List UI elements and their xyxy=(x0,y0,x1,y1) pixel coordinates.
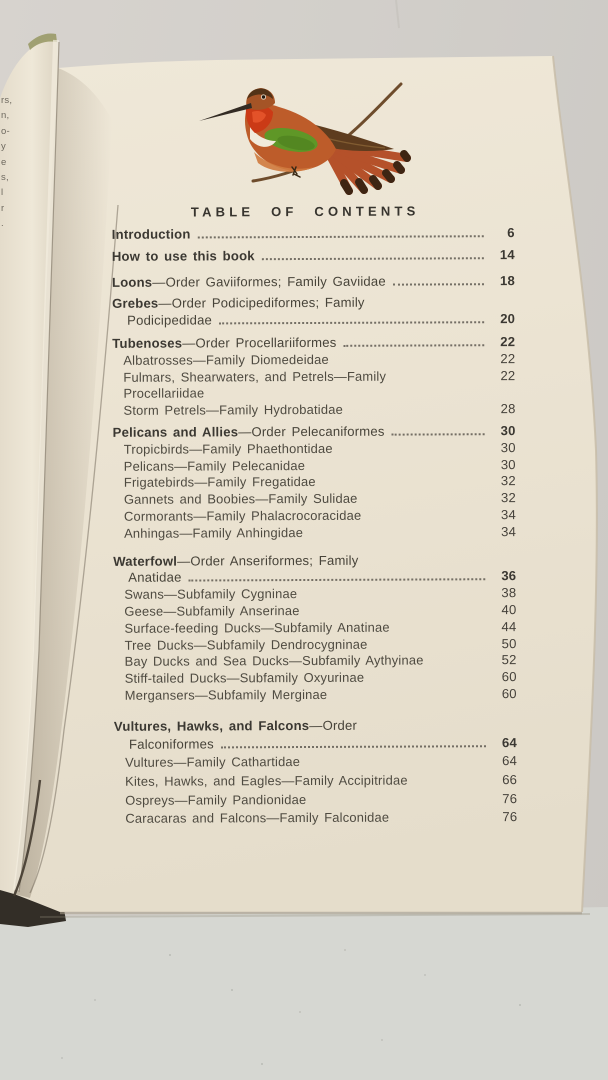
toc-entry xyxy=(97,401,516,420)
entry-rest: Caracaras and Falcons—Family Falconidae xyxy=(125,809,390,827)
left-page-text-fragments xyxy=(1,93,19,232)
dot-leader xyxy=(219,321,484,324)
page-number: 50 xyxy=(501,635,517,651)
dot-leader xyxy=(393,283,484,285)
dot-leader xyxy=(368,519,485,520)
entry-text xyxy=(124,458,305,476)
dot-leader xyxy=(334,698,486,699)
dot-leader xyxy=(344,344,485,347)
entry-text xyxy=(125,753,300,772)
fragment: n, xyxy=(1,110,10,122)
entry-text xyxy=(124,603,299,621)
entry-rest: —Order Pelecaniformes xyxy=(238,423,385,440)
page-number: 76 xyxy=(502,809,518,825)
entry-rest: Gannets and Boobies—Family Sulidae xyxy=(123,490,358,507)
entry-text xyxy=(124,619,389,637)
entry-rest: Vultures—Family Cathartidae xyxy=(125,754,301,771)
page-number: 6 xyxy=(507,225,515,241)
dot-leader xyxy=(323,486,485,487)
page-number: 44 xyxy=(501,618,517,634)
table-of-contents xyxy=(96,203,518,829)
page-number: 22 xyxy=(500,367,516,383)
dot-leader xyxy=(366,564,486,565)
wall-scratch xyxy=(396,0,399,28)
entry-text xyxy=(114,718,357,736)
entry-rest: Cormorants—Family Phalacrocoracidae xyxy=(123,507,362,524)
page-number: 32 xyxy=(500,490,516,506)
fragment: r xyxy=(1,202,5,214)
dot-leader xyxy=(350,413,485,414)
page-number: 40 xyxy=(501,602,517,618)
page-number: 22 xyxy=(500,334,516,350)
page-number: 22 xyxy=(500,350,516,366)
toc-entry xyxy=(97,524,516,543)
eye xyxy=(262,95,265,98)
entry-text xyxy=(113,552,358,570)
entry-text xyxy=(123,368,469,403)
entry-rest: Kites, Hawks, and Eagles—Family Accipitridae xyxy=(125,772,408,789)
dot-leader xyxy=(198,235,484,238)
dot-leader xyxy=(307,765,486,766)
entry-text xyxy=(124,441,333,459)
dot-leader xyxy=(310,536,485,537)
entry-rest: Mergansers—Subfamily Merginae xyxy=(124,686,328,703)
page-number: 14 xyxy=(499,246,515,262)
toc-entry xyxy=(96,225,515,244)
entry-text xyxy=(125,791,306,810)
toc-entry xyxy=(96,351,515,370)
entry-text xyxy=(112,248,255,265)
toc-entry xyxy=(98,808,517,829)
toc-entry xyxy=(96,311,515,330)
toc-entry xyxy=(96,247,515,266)
toc-entry xyxy=(96,273,515,292)
entry-lead: Loons xyxy=(111,274,153,290)
entry-lead: Introduction xyxy=(111,226,191,242)
entry-rest: Storm Petrels—Family Hydrobatidae xyxy=(123,402,343,418)
table-surface xyxy=(0,907,608,1080)
dot-leader xyxy=(312,469,485,470)
page-number: 30 xyxy=(500,439,516,455)
entry-rest: Pelicans—Family Pelecanidae xyxy=(123,457,306,474)
entry-rest: —Order Procellariiformes xyxy=(182,334,337,351)
page-number: 30 xyxy=(500,423,516,439)
toc-entry xyxy=(97,490,516,509)
entry-rest: Surface-feeding Ducks—Subfamily Anatinae xyxy=(124,619,390,636)
entry-rest: Geese—Subfamily Anserinae xyxy=(124,602,300,619)
page-number: 18 xyxy=(499,272,516,288)
entry-text xyxy=(127,313,212,330)
entry-rest: Fulmars, Shearwaters, and Petrels—Family Procellariidae xyxy=(123,368,392,402)
entry-text xyxy=(125,670,365,688)
page-number: 64 xyxy=(502,753,518,769)
page-number: 32 xyxy=(500,473,516,489)
entry-rest: Swans—Subfamily Cygninae xyxy=(124,586,298,602)
toc-entry xyxy=(96,334,515,353)
entry-text xyxy=(112,335,336,353)
page-number: 52 xyxy=(501,652,517,668)
toc-entry xyxy=(97,457,516,476)
entry-rest: —Order xyxy=(309,717,358,733)
entry-rest: Ospreys—Family Pandionidae xyxy=(125,791,307,808)
toc-entry xyxy=(98,669,517,688)
entry-rest: Albatrosses—Family Diomedeidae xyxy=(123,351,329,368)
fragment: s, xyxy=(1,172,9,184)
entry-text xyxy=(112,227,191,244)
entry-text xyxy=(112,273,386,291)
entry-text xyxy=(125,771,408,791)
entry-text xyxy=(129,735,214,754)
entry-text xyxy=(124,474,316,492)
fragment: y xyxy=(1,141,6,153)
entry-text xyxy=(125,636,368,654)
entry-text xyxy=(124,402,343,420)
toc-entry xyxy=(97,585,516,604)
entry-rest: Falconiformes xyxy=(128,735,214,752)
entry-rest: Bay Ducks and Sea Ducks—Subfamily Aythyinae xyxy=(124,652,424,670)
entry-lead: Vultures, Hawks, and Falcons xyxy=(113,717,310,734)
fragment: rs, xyxy=(1,95,13,106)
entry-rest: Anatidae xyxy=(128,569,182,586)
toc-entry xyxy=(97,473,516,492)
dot-leader xyxy=(313,803,486,804)
entry-lead: How to use this book xyxy=(111,248,255,264)
page-number: 64 xyxy=(501,734,518,750)
entry-text xyxy=(128,570,181,587)
entry-lead: Grebes xyxy=(112,296,159,312)
page-title: TABLE OF CONTENTS xyxy=(190,203,420,220)
dot-leader xyxy=(392,433,485,435)
toc-entry xyxy=(97,552,516,571)
entry-text xyxy=(125,687,328,705)
fragment: . xyxy=(1,218,4,230)
toc-entry xyxy=(97,423,516,442)
entry-text xyxy=(124,491,358,509)
page-number: 34 xyxy=(500,507,517,523)
toc-entry xyxy=(98,734,517,755)
page-number: 30 xyxy=(500,456,516,472)
fragment: o- xyxy=(1,125,10,137)
entry-rest: —Order Anseriformes; Family xyxy=(177,552,359,569)
toc-entry xyxy=(97,568,516,587)
entry-rest: Tree Ducks—Subfamily Dendrocygninae xyxy=(124,636,368,653)
toc-entry xyxy=(98,717,517,736)
toc-entry xyxy=(98,636,517,655)
toc-entry xyxy=(97,602,516,621)
fragment: e xyxy=(1,156,7,168)
page-number: 28 xyxy=(500,401,516,417)
entry-rest: Anhingas—Family Anhingidae xyxy=(124,524,304,541)
fragment: l xyxy=(1,187,4,199)
entry-rest: Podicipedidae xyxy=(127,312,213,328)
toc-entry xyxy=(98,752,517,773)
page-number: 60 xyxy=(501,669,517,685)
toc-entry xyxy=(97,619,516,638)
dot-leader xyxy=(365,502,485,503)
toc-entry xyxy=(98,771,517,792)
page-number: 38 xyxy=(501,585,517,601)
page-number: 36 xyxy=(501,568,517,584)
entry-text xyxy=(125,653,424,671)
dot-leader xyxy=(262,257,484,260)
toc-entry xyxy=(96,294,515,313)
entry-rest: Tropicbirds—Family Phaethontidae xyxy=(123,440,333,457)
entry-rest: Frigatebirds—Family Fregatidae xyxy=(123,474,316,491)
entry-text xyxy=(124,525,303,543)
dot-leader xyxy=(304,597,485,598)
entry-rest: —Order Podicipediformes; Family xyxy=(158,295,365,312)
toc-entry xyxy=(97,507,516,526)
page-number: 60 xyxy=(501,686,517,702)
toc-entry xyxy=(97,440,516,459)
dot-leader xyxy=(364,729,486,730)
page-number: 76 xyxy=(502,790,518,806)
dot-leader xyxy=(336,363,484,364)
toc-entry xyxy=(98,652,517,671)
entry-text xyxy=(113,424,385,442)
toc-entry xyxy=(98,686,517,705)
page-number: 20 xyxy=(500,311,516,327)
entry-rest: —Order Gaviiformes; Family Gaviidae xyxy=(152,273,386,290)
entry-text xyxy=(125,809,389,829)
entry-lead: Waterfowl xyxy=(113,553,178,569)
entry-lead: Pelicans and Allies xyxy=(112,424,239,440)
dot-leader xyxy=(340,452,485,453)
entry-text xyxy=(123,352,329,370)
toc-entry xyxy=(96,368,515,403)
entry-text xyxy=(124,508,361,526)
entry-text xyxy=(112,295,365,313)
dot-leader xyxy=(221,745,486,748)
dot-leader xyxy=(189,579,486,582)
toc-entry xyxy=(98,790,517,811)
dot-leader xyxy=(307,614,486,615)
entry-rest: Stiff-tailed Ducks—Subfamily Oxyurinae xyxy=(124,669,365,686)
entry-text xyxy=(124,586,297,604)
page-number: 66 xyxy=(502,772,518,788)
entry-lead: Tubenoses xyxy=(112,335,183,351)
page-number: 34 xyxy=(501,523,517,539)
